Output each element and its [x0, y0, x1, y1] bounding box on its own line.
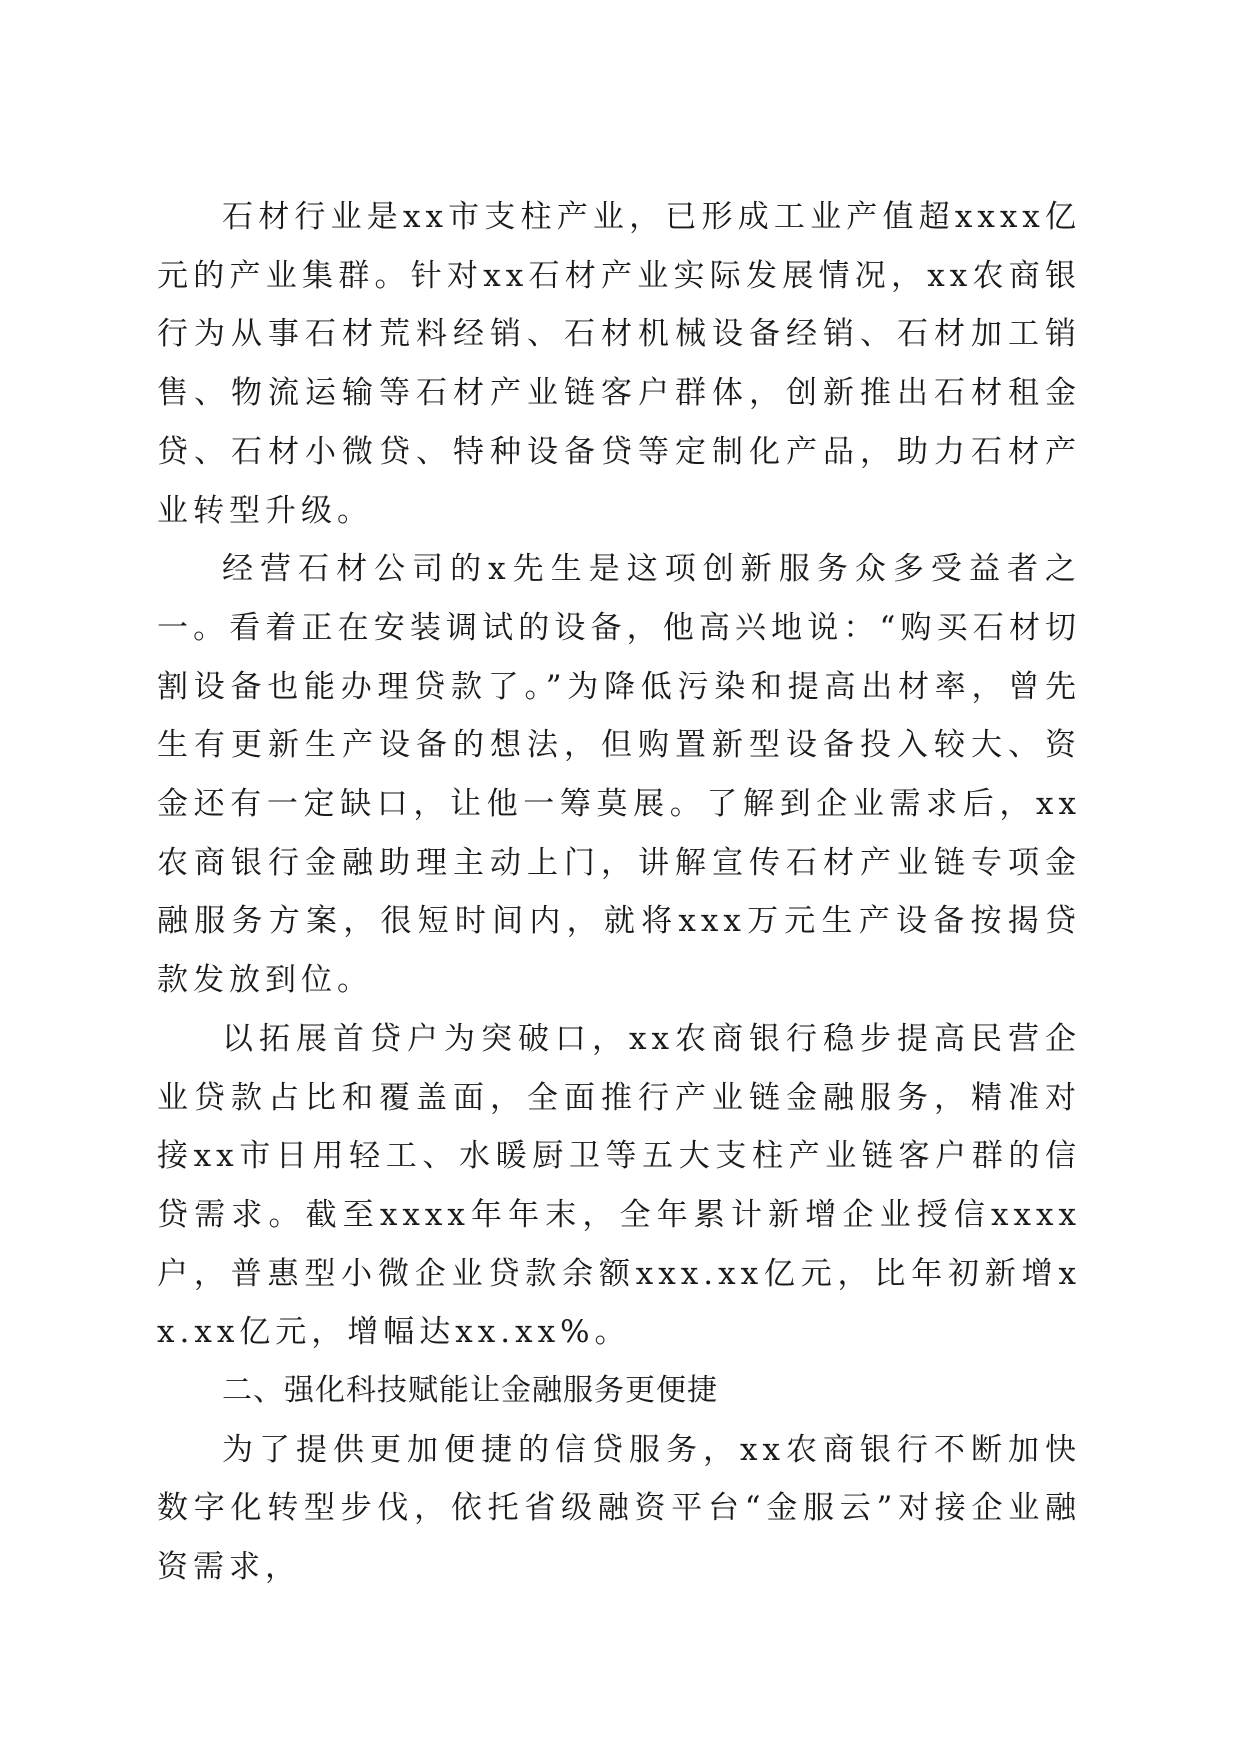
section-heading: 二、强化科技赋能让金融服务更便捷 [222, 1373, 718, 1409]
paragraph-loan-statistics: 以拓展首贷户为突破口，xx农商银行稳步提高民营企业贷款占比和覆盖面，全面推行产业链金融服务，精准对接xx市日用轻工、水暖厨卫等五大支柱产业链客户群的信贷需求。截至xxxx年年末，全年累计新增企业授信xxxx户，普惠型小微企业贷款余额xxx.xx亿元，比年初新增xx.xx亿元，增幅达xx.xx%。 [157, 1020, 1081, 1351]
paragraph-digital-transformation: 为了提供更加便捷的信贷服务，xx农商银行不断加快数字化转型步伐，依托省级融资平台“金服云”对接企业融资需求， [157, 1431, 1081, 1586]
paragraph-stone-industry: 石材行业是xx市支柱产业，已形成工业产值超xxxx亿元的产业集群。针对xx石材产业实际发展情况，xx农商银行为从事石材荒料经销、石材机械设备经销、石材加工销售、物流运输等石材产业链客户群体，创新推出石材租金贷、石材小微贷、特种设备贷等定制化产品，助力石材产业转型升级。 [157, 199, 1081, 529]
paragraph-customer-story: 经营石材公司的x先生是这项创新服务众多受益者之一。看着正在安装调试的设备，他高兴地说：“购买石材切割设备也能办理贷款了。”为降低污染和提高出材率，曾先生有更新生产设备的想法，但购置新型设备投入较大、资金还有一定缺口，让他一筹莫展。了解到企业需求后，xx农商银行金融助理主动上门，讲解宣传石材产业链专项金融服务方案，很短时间内，就将xxx万元生产设备按揭贷款发放到位。 [157, 551, 1081, 999]
document-body [157, 188, 1081, 1597]
